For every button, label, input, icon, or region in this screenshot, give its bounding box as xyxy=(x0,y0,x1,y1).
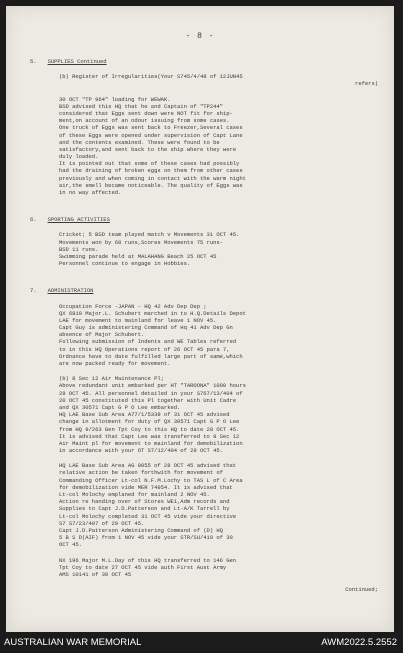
text-line: LAE for movement to mainland for leave 1 NOV 45. xyxy=(59,316,217,324)
text-line: air,the smell became noticeable. The quality of Eggs was xyxy=(59,181,243,189)
footer-accession-id: AWM2022.5.2552 xyxy=(321,637,397,648)
text-line: BSD advised this HQ that he and Captain of "TP244" xyxy=(59,102,223,110)
text-line: Capt J.D.Patterson Administering Command of (D) HQ xyxy=(59,526,223,534)
text-line: Supplies to Capt J.D.Patterson and Lt-A/K Tarrell by xyxy=(59,505,230,513)
section-title: ADMINISTRATION xyxy=(47,287,94,295)
document-page xyxy=(6,6,394,632)
text-line: of these Eggs were opened under supervision of Capt Lane xyxy=(59,131,243,139)
text-line: Swimming parade held at MALAHANG Beach 25 OCT 45 xyxy=(59,252,217,260)
section-number: 7. xyxy=(30,287,37,295)
text-line: had the draining of broken eggs on them from other cases xyxy=(59,167,243,175)
text-line: Following submission of Indents and WE Tables referred xyxy=(59,338,237,346)
text-line: 20 OCT 45 constituted this Pl together with Unit Cadre xyxy=(59,396,237,404)
text-line: HQ LAE Base Sub Area A77/1/5338 of 31 OCT 45 advised xyxy=(59,411,230,419)
page-number: - 8 - xyxy=(185,32,215,41)
text-line: refers) xyxy=(355,80,378,88)
text-line: and the contents examined. These were found to be xyxy=(59,138,220,146)
section-heading xyxy=(30,216,378,223)
footer-source-label: AUSTRALIAN WAR MEMORIAL xyxy=(4,637,142,648)
text-line: HQ LAE Base Sub Area AG 8055 of 28 OCT 45 advised that xyxy=(59,462,237,470)
text-line: from HQ 9/263 Gen Tpt Coy to this HQ to date 28 OCT 45. xyxy=(59,425,240,433)
text-line: QX 6819 Major.L. Schubert marched in to H.Q.Details Depot xyxy=(59,309,246,317)
text-line: Capt Guy is administering Command of Hq 41 Adv Dep Gn xyxy=(59,324,233,332)
text-line: One truck of Eggs was sent back to Freezer,Several cases xyxy=(59,124,243,132)
text-line: in no way affected. xyxy=(59,189,122,196)
text-line: 29 OCT 45. All personnel detailed in your S767/13/404 of xyxy=(59,389,243,397)
text-line: S7 S7/23/407 of 29 OCT 45. xyxy=(59,519,145,527)
section-number: 5. xyxy=(30,58,37,65)
text-line: previously and when coming in contact with the warm night xyxy=(59,174,246,182)
section-number: 6. xyxy=(30,216,37,224)
document-body xyxy=(30,58,378,593)
text-line: absence of Major Schubert. xyxy=(59,331,145,339)
text-line: Movements won by 68 runs,Scores Movements 75 runs- xyxy=(59,238,223,246)
text-line: to in this HQ Operations report of 26 OCT 45 para 7, xyxy=(59,345,230,353)
text-line: 5 B S D(AIF) from 1 NOV 45 vide your STR/SU/410 of 30 xyxy=(59,534,233,542)
text-line: Air Maint pl for movement to mainland for demobilization xyxy=(59,439,243,447)
text-line: Ordnance have to date fulfilled large part of same,which xyxy=(59,352,243,360)
text-line: Lt-col Molochy emplaned for mainland 2 NOV 45. xyxy=(59,491,210,498)
text-line: relative action be taken forthwith for movement of xyxy=(59,469,223,477)
text-line: in accordance with your OT S7/12/404 of 29 OCT 45. xyxy=(59,447,223,455)
text-line: Commanding Officer Lt-col N.F.M.Lochy to TAS L of C Area xyxy=(59,476,243,484)
text-line: and QX 30571 Capt G P O Lee embarked. xyxy=(59,403,181,411)
text-line: are now packed ready for movement. xyxy=(59,360,171,367)
text-line: Tpt Coy to date 27 OCT 45 vide auth First Aust Army xyxy=(59,563,227,571)
section-title: SPORTING ACTIVITIES xyxy=(47,216,110,224)
continued-note: Continued; xyxy=(345,586,378,594)
footer-bar xyxy=(0,632,403,653)
section-heading xyxy=(30,58,378,65)
text-line: NX 196 Major M.L.Day of this HQ transferred to 146 Gen xyxy=(59,556,237,564)
text-line: Personnel continue to engage in Hobbies. xyxy=(59,260,191,268)
text-line: It is pointed out that some of these cases had possibly xyxy=(59,160,240,168)
text-line: change in allotment for duty of QX 30571 Capt G P O Lee xyxy=(59,418,240,426)
text-line: 30 OCT "TP 964" loading for WEWAK. xyxy=(59,95,171,103)
section-heading xyxy=(30,287,378,294)
text-line: (b) Register of Irregularities(Your S745/4/48 of 12JUN45 xyxy=(59,73,243,81)
text-line: BSD 11 runs. xyxy=(59,245,99,253)
text-line: for demobilization vide MER 74954. It is advised that xyxy=(59,483,233,491)
text-line: (b) 8 Sec 12 Air Maintenance Pl; xyxy=(59,375,164,383)
text-line: Occupation Force -JAPAN - HQ 42 Adv Dep Dep ; xyxy=(59,302,207,310)
text-line: ment,on account of an odour issuing from some cases. xyxy=(59,117,230,125)
text-line: Lt-col Molochy completed 31 OCT 45 vide your directive xyxy=(59,512,237,520)
text-line: AMS 10141 of 30 OCT 45 xyxy=(59,570,132,578)
text-line: Cricket; 5 BSD team played match v Movements 31 OCT 45. xyxy=(59,231,240,239)
text-line: Action re handing over of Stores WE1,Adm records and xyxy=(59,498,230,506)
text-line: OCT 45. xyxy=(59,541,82,549)
section-title: SUPPLIES Continued xyxy=(47,58,107,65)
text-line: satisfactory,and sent back to the ship where they were xyxy=(59,145,237,153)
text-line: It is advised that Capt Lee was transferred to 8 Sec 12 xyxy=(59,432,240,440)
text-line: Above redundant unit embarked per HT "TAROONA" 1000 hours xyxy=(59,382,246,390)
text-line: considered that Eggs sent down were NOT fit for ship- xyxy=(59,109,233,117)
text-line: duly loaded. xyxy=(59,153,99,161)
